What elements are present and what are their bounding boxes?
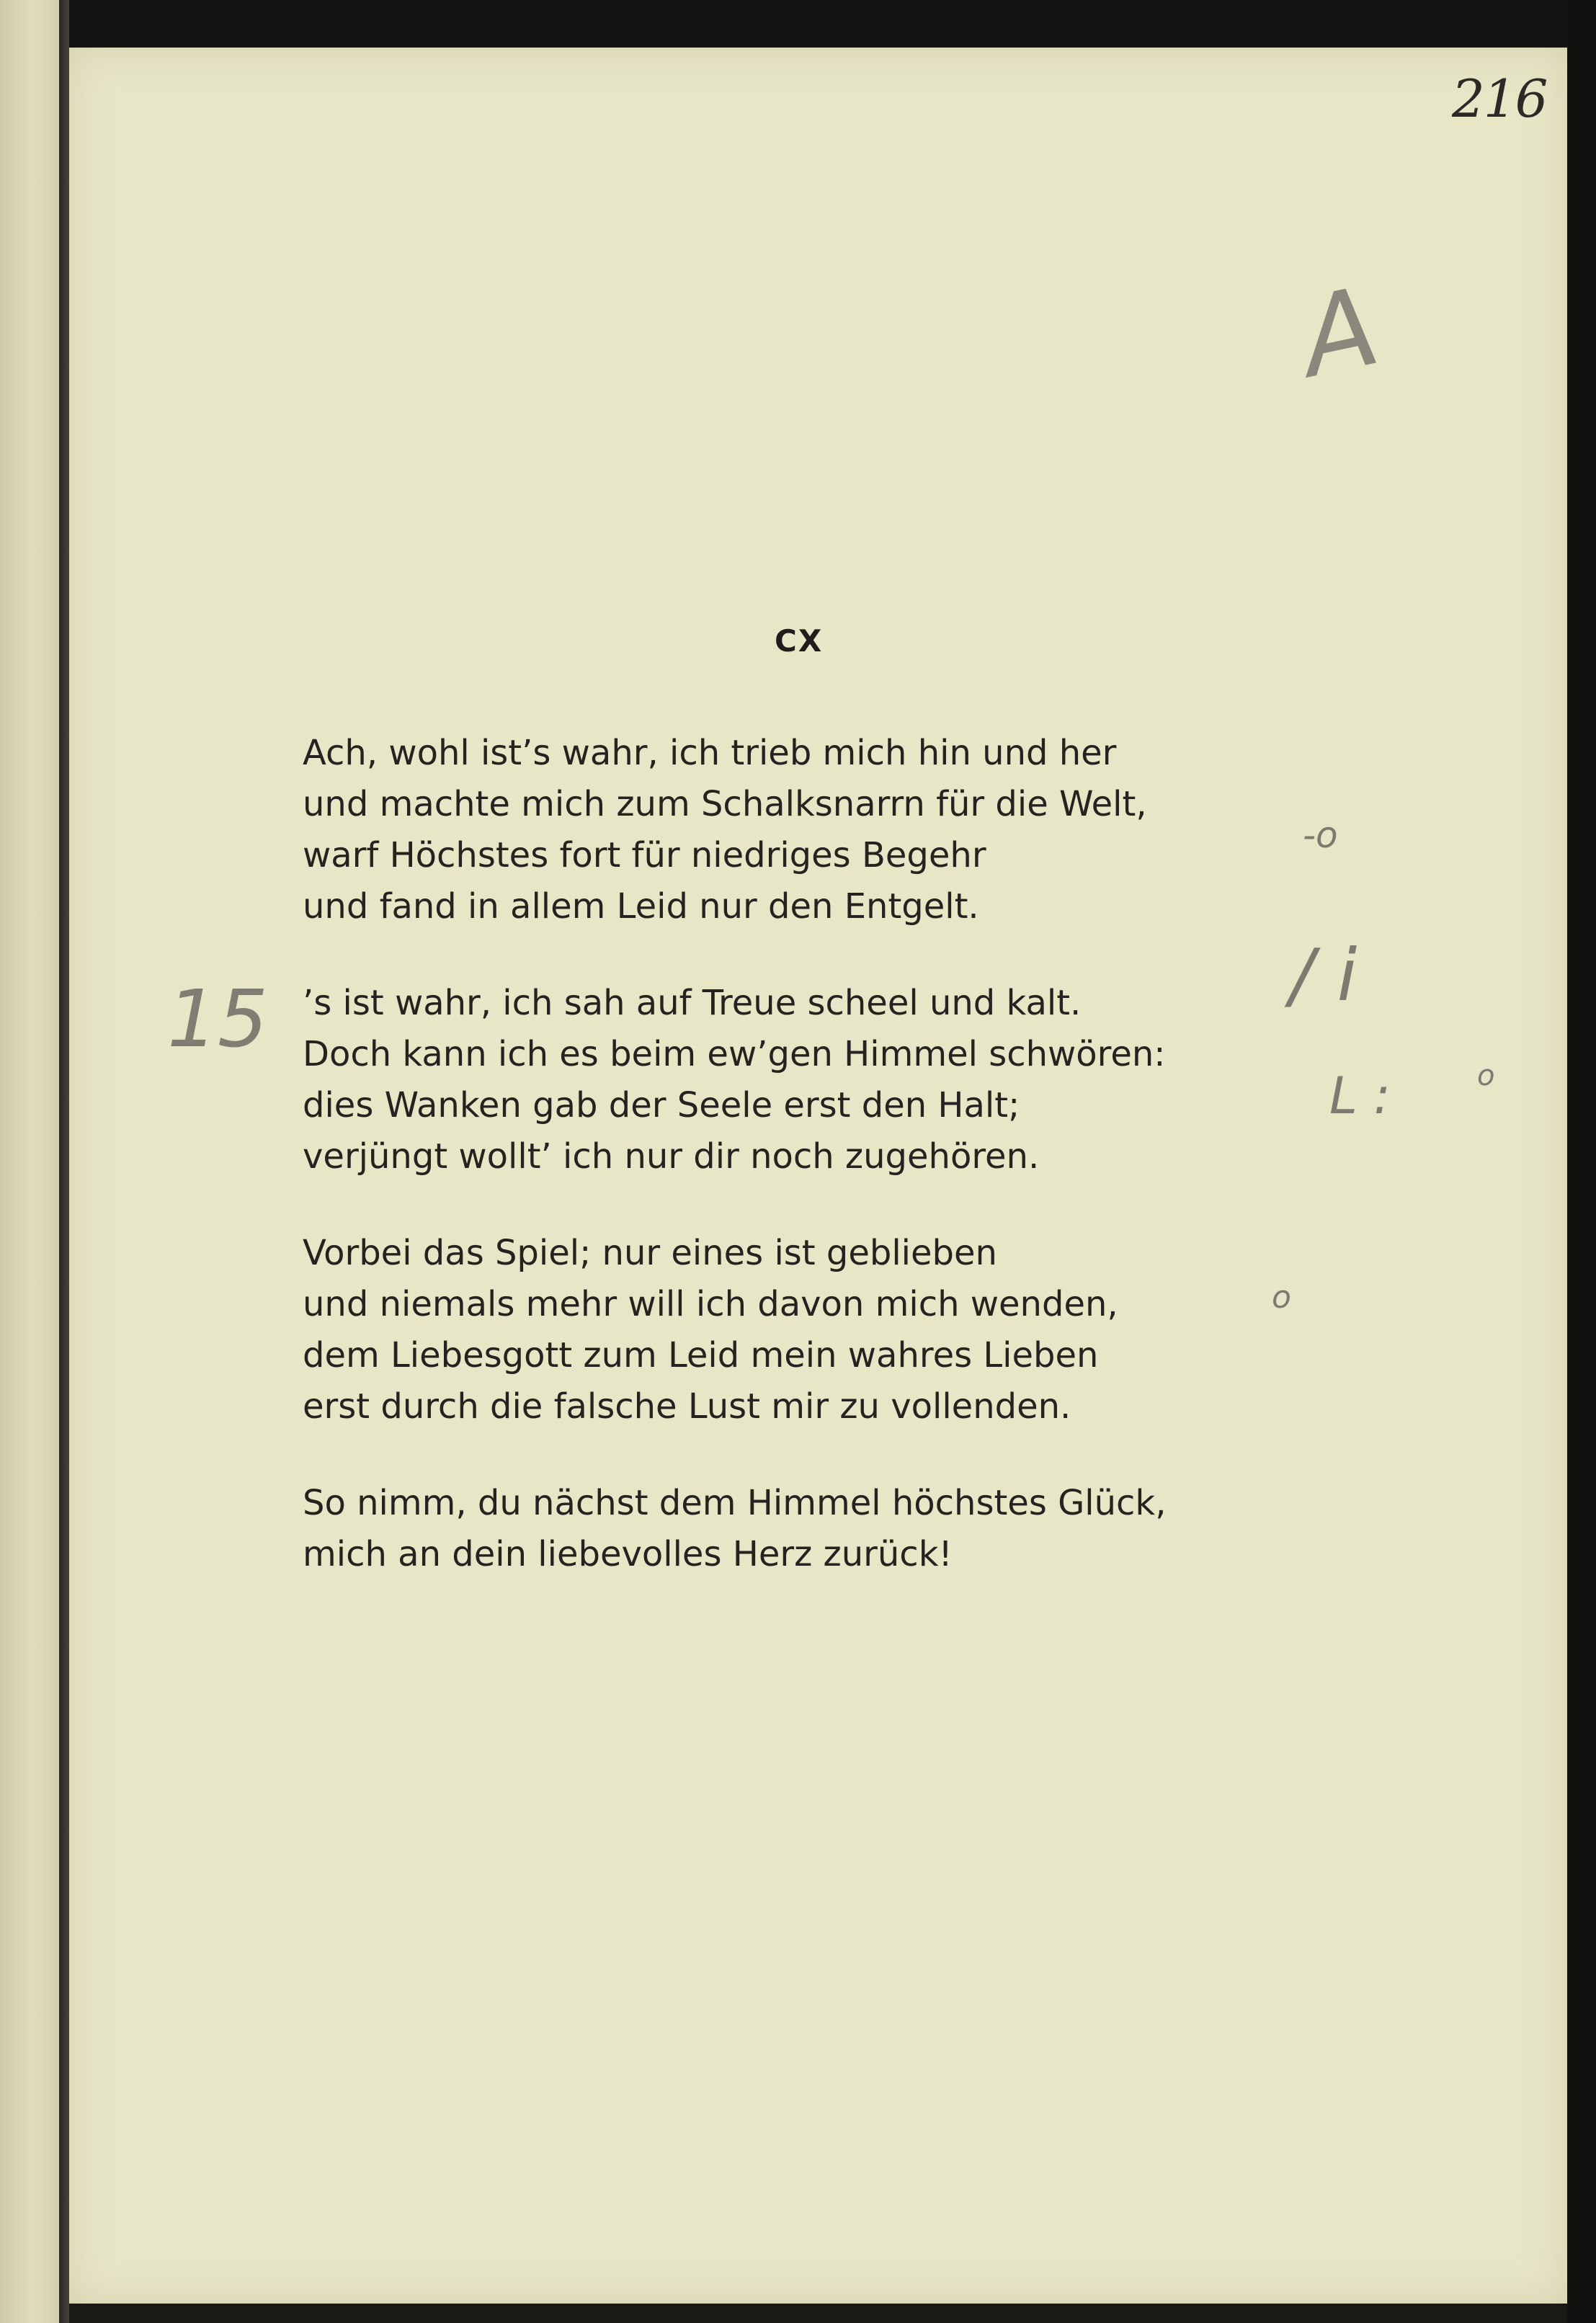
stanza-1 — [303, 728, 1311, 932]
poem-line: und machte mich zum Schalksnarrn für die Welt, — [303, 784, 1147, 824]
pencil-mark-l: L : — [1329, 1066, 1391, 1125]
poem-line: und niemals mehr will ich davon mich wenden, — [303, 1284, 1118, 1324]
pencil-mark-slash-i: / i — [1290, 933, 1358, 1017]
scan-right-border — [1567, 0, 1596, 2323]
poem-line: Ach, wohl ist’s wahr, ich trieb mich hin und her — [303, 733, 1117, 773]
pencil-mark-circle-2: o — [1272, 1279, 1291, 1316]
adjacent-page-edge — [0, 0, 59, 2323]
poem-line: So nimm, du nächst dem Himmel höchstes Glück, — [303, 1483, 1167, 1523]
poem-line: verjüngt wollt’ ich nur dir noch zugehören. — [303, 1136, 1040, 1177]
stanza-4 — [303, 1478, 1311, 1580]
scan-top-border — [0, 0, 1596, 50]
pencil-mark-top: A — [1290, 264, 1389, 402]
pencil-mark-left-number: 15 — [167, 973, 268, 1065]
poem-number-heading: CX — [775, 623, 824, 659]
stanza-3 — [303, 1228, 1311, 1432]
poem-line: Doch kann ich es beim ew’gen Himmel schwören: — [303, 1034, 1166, 1074]
poem-line: und fand in allem Leid nur den Entgelt. — [303, 886, 979, 927]
poem-body — [303, 728, 1311, 1626]
poem-line: warf Höchstes fort für niedriges Begehr — [303, 835, 986, 875]
poem-line: erst durch die falsche Lust mir zu vollenden. — [303, 1386, 1071, 1427]
poem-line: ’s ist wahr, ich sah auf Treue scheel und kalt. — [303, 983, 1082, 1023]
poem-line: mich an dein liebevolles Herz zurück! — [303, 1534, 953, 1574]
book-gutter-shadow — [59, 0, 69, 2323]
handwritten-page-number: 216 — [1452, 68, 1547, 129]
poem-line: dem Liebesgott zum Leid mein wahres Lieben — [303, 1335, 1099, 1375]
pencil-mark-dash-o: -o — [1303, 814, 1338, 856]
pencil-mark-circle-1: o — [1477, 1059, 1495, 1092]
stanza-2 — [303, 978, 1311, 1182]
poem-line: Vorbei das Spiel; nur eines ist geblieben — [303, 1233, 997, 1273]
poem-line: dies Wanken gab der Seele erst den Halt; — [303, 1085, 1020, 1125]
